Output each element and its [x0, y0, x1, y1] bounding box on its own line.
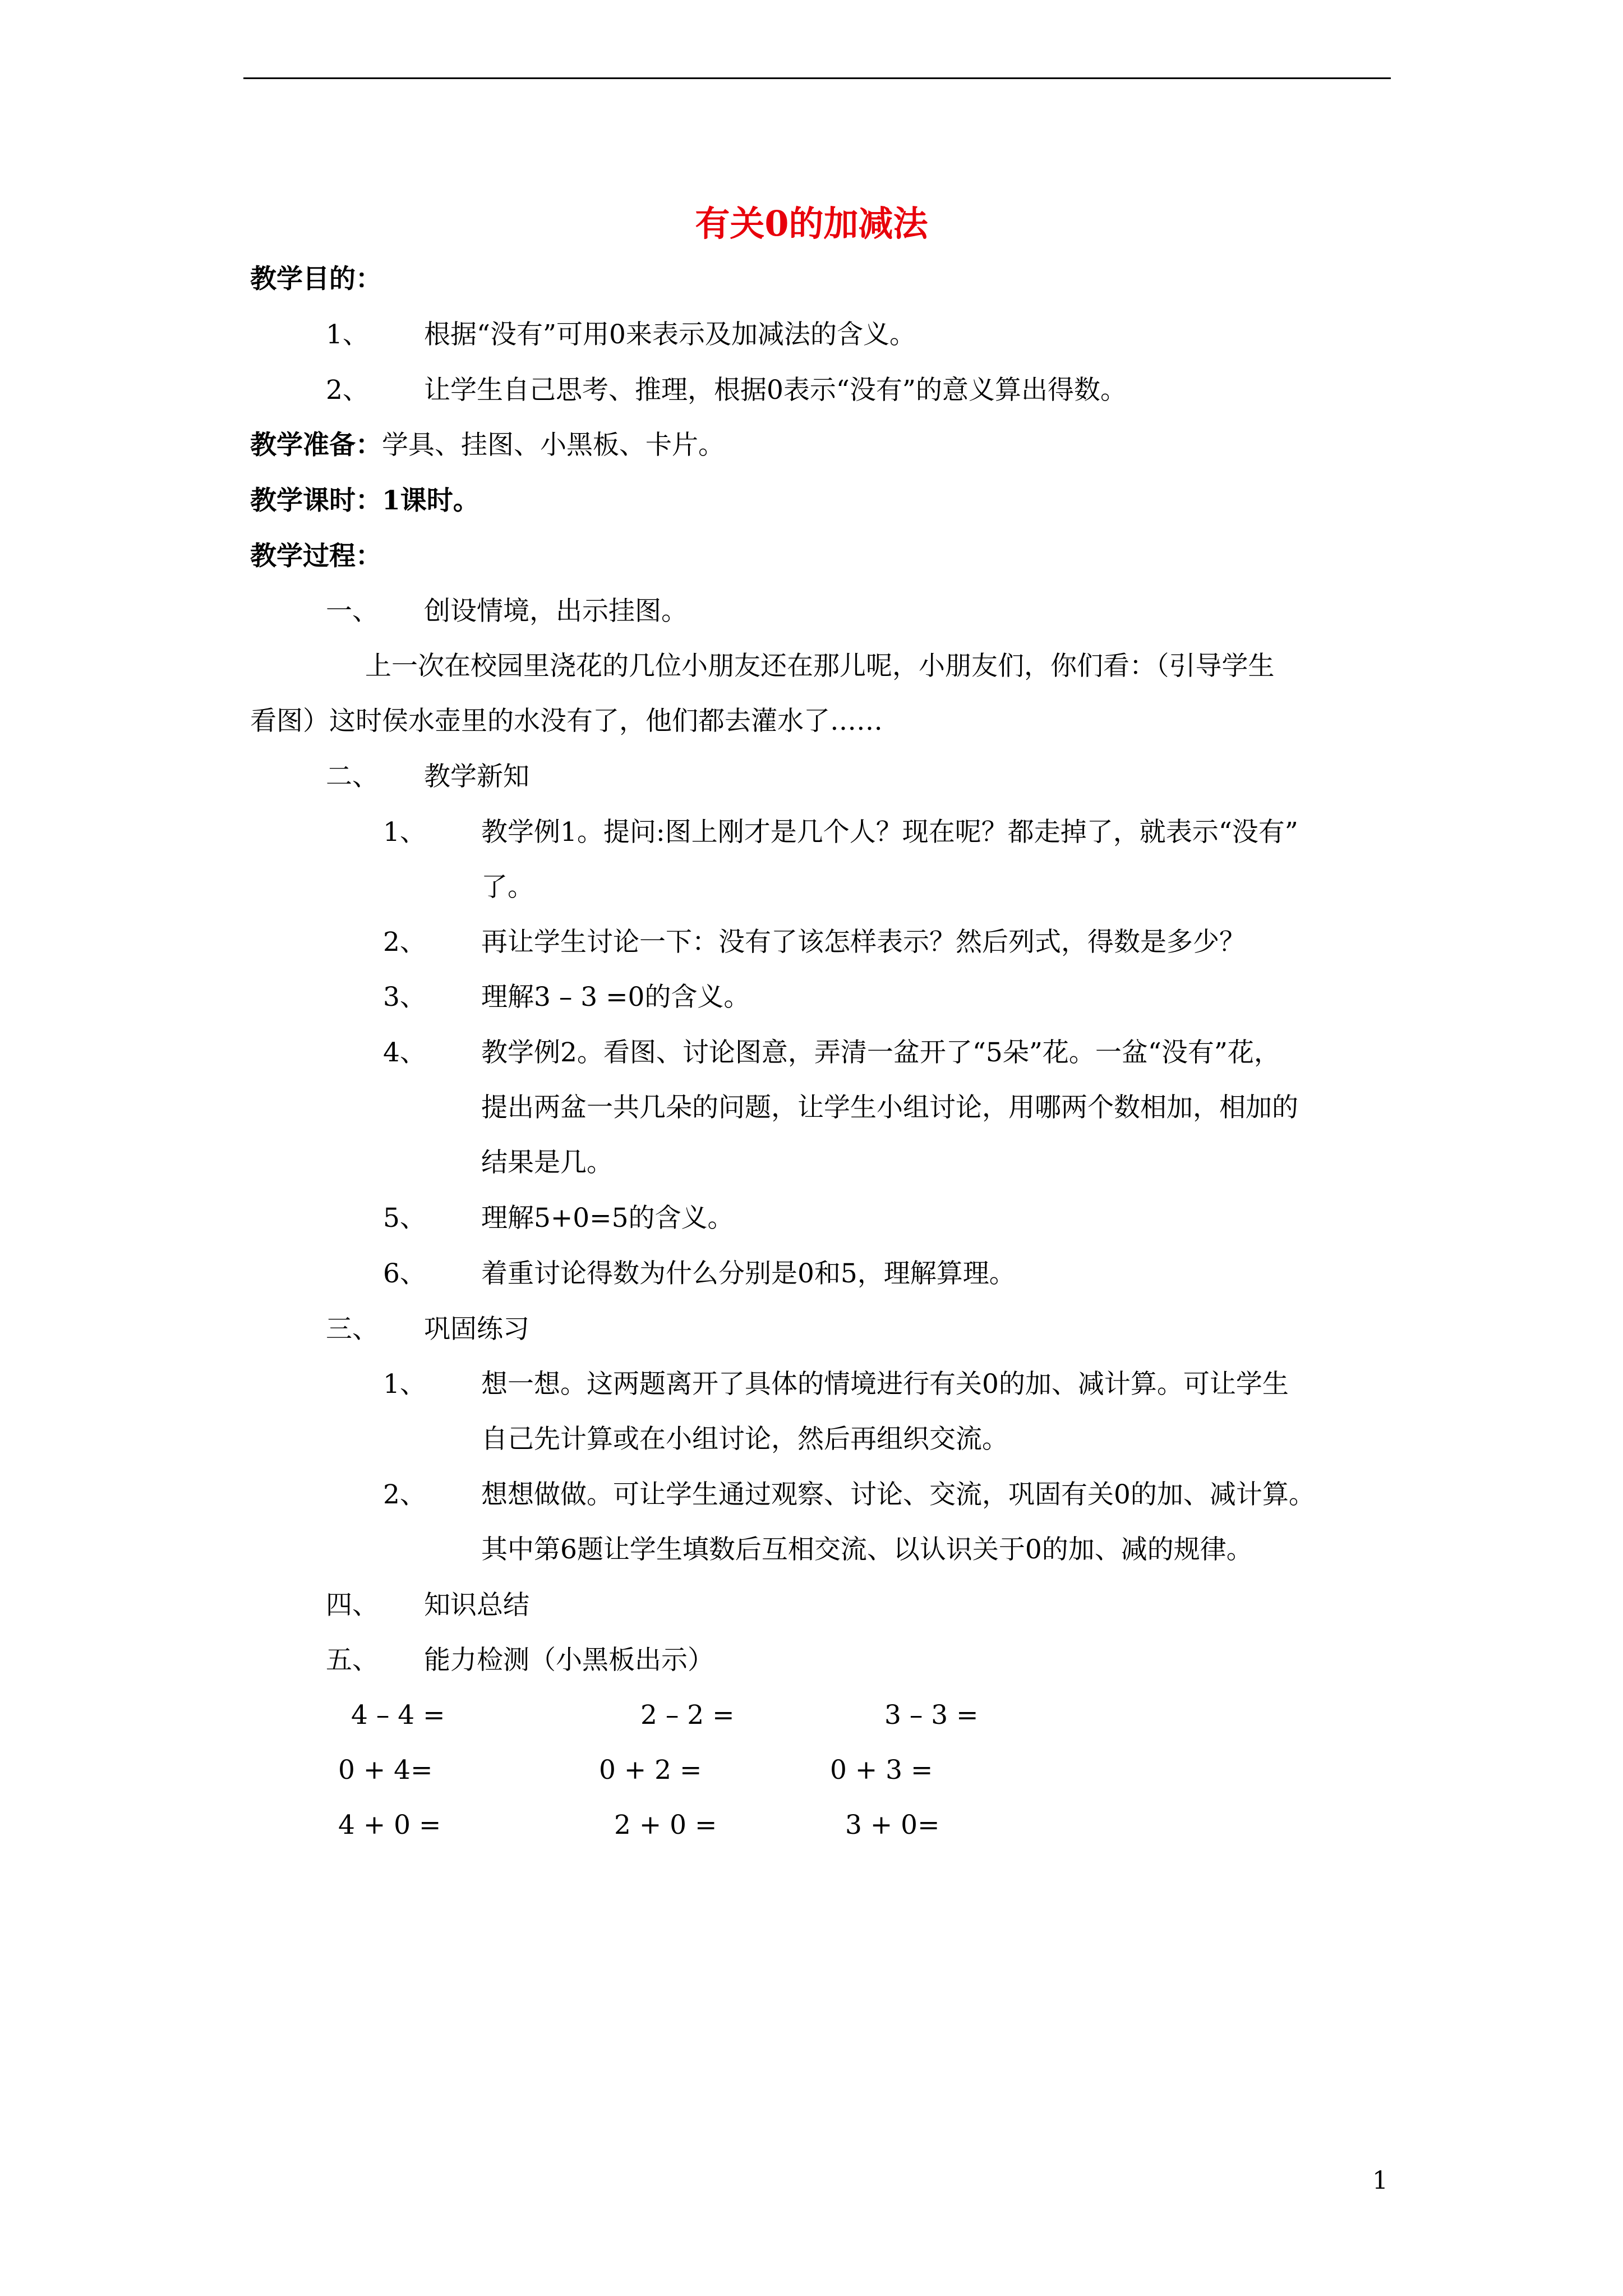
item-number: 2、 [383, 1479, 426, 1510]
prep-heading: 教学准备： [250, 430, 382, 461]
item-text: 提出两盆一共几朵的问题，让学生小组讨论，用哪两个数相加，相加的 [481, 1092, 1298, 1123]
exercise-item: 2 – 2 = [640, 1700, 735, 1731]
section-title: 知识总结 [424, 1590, 529, 1621]
section-title: 创设情境，出示挂图。 [424, 596, 688, 627]
item-text: 其中第6题让学生填数后互相交流、以认识关于0的加、减的规律。 [481, 1534, 1253, 1565]
process-heading: 教学过程： [250, 541, 382, 572]
item-text: 理解5+0=5的含义。 [481, 1203, 734, 1234]
section-number: 三、 [326, 1314, 379, 1345]
exercise-item: 3 – 3 = [884, 1700, 979, 1731]
document-title: 有关0的加减法 [695, 203, 928, 244]
item-number: 5、 [383, 1203, 426, 1234]
exercise-item: 3 + 0= [845, 1810, 940, 1841]
item-text: 着重讨论得数为什么分别是0和5，理解算理。 [481, 1258, 1016, 1289]
item-number: 2、 [383, 927, 426, 958]
prep-text: 学具、挂图、小黑板、卡片。 [382, 430, 725, 461]
exercise-item: 2 + 0 = [614, 1810, 717, 1841]
section-number: 五、 [326, 1645, 379, 1676]
item-number: 1、 [383, 817, 426, 848]
objective-text: 根据“没有”可用0来表示及加减法的含义。 [424, 319, 916, 350]
item-number: 4、 [383, 1037, 426, 1068]
page-number: 1 [1372, 2166, 1388, 2195]
item-text: 理解3 – 3 =0的含义。 [481, 982, 750, 1013]
item-number: 3、 [383, 982, 426, 1013]
item-text: 结果是几。 [481, 1147, 613, 1178]
section-title: 巩固练习 [424, 1314, 529, 1345]
exercise-item: 0 + 2 = [599, 1755, 702, 1786]
objective-number: 2、 [326, 375, 369, 406]
exercise-item: 4 – 4 = [351, 1700, 445, 1731]
objective-text: 让学生自己思考、推理，根据0表示“没有”的意义算出得数。 [424, 375, 1127, 406]
section-number: 二、 [326, 761, 379, 792]
exercise-item: 0 + 4= [338, 1755, 433, 1786]
header-rule [243, 77, 1391, 79]
section-paragraph-line: 上一次在校园里浇花的几位小朋友还在那儿呢，小朋友们，你们看：（引导学生 [365, 651, 1275, 682]
item-text: 了。 [481, 872, 534, 903]
exercise-item: 4 + 0 = [338, 1810, 441, 1841]
item-text: 教学例1。提问:图上刚才是几个人？现在呢？都走掉了，就表示“没有” [481, 817, 1298, 848]
objective-number: 1、 [326, 319, 369, 350]
item-number: 1、 [383, 1369, 426, 1400]
hours-line: 教学课时：1课时。 [250, 485, 479, 516]
item-text: 自己先计算或在小组讨论，然后再组织交流。 [481, 1424, 1008, 1455]
item-text: 教学例2。看图、讨论图意，弄清一盆开了“5朵”花。一盆“没有”花， [481, 1037, 1280, 1068]
section-paragraph-line: 看图）这时侯水壶里的水没有了，他们都去灌水了…… [250, 706, 883, 737]
exercise-item: 0 + 3 = [830, 1755, 933, 1786]
item-number: 6、 [383, 1258, 426, 1289]
prep-line [250, 430, 725, 461]
section-title: 能力检测（小黑板出示） [424, 1645, 714, 1676]
item-text: 想一想。这两题离开了具体的情境进行有关0的加、减计算。可让学生 [481, 1369, 1289, 1400]
section-title: 教学新知 [424, 761, 529, 792]
section-number: 四、 [326, 1590, 379, 1621]
item-text: 想想做做。可让学生通过观察、讨论、交流，巩固有关0的加、减计算。 [481, 1479, 1315, 1510]
objectives-heading: 教学目的： [250, 264, 382, 295]
section-number: 一、 [326, 596, 379, 627]
item-text: 再让学生讨论一下：没有了该怎样表示？然后列式，得数是多少？ [481, 927, 1246, 958]
